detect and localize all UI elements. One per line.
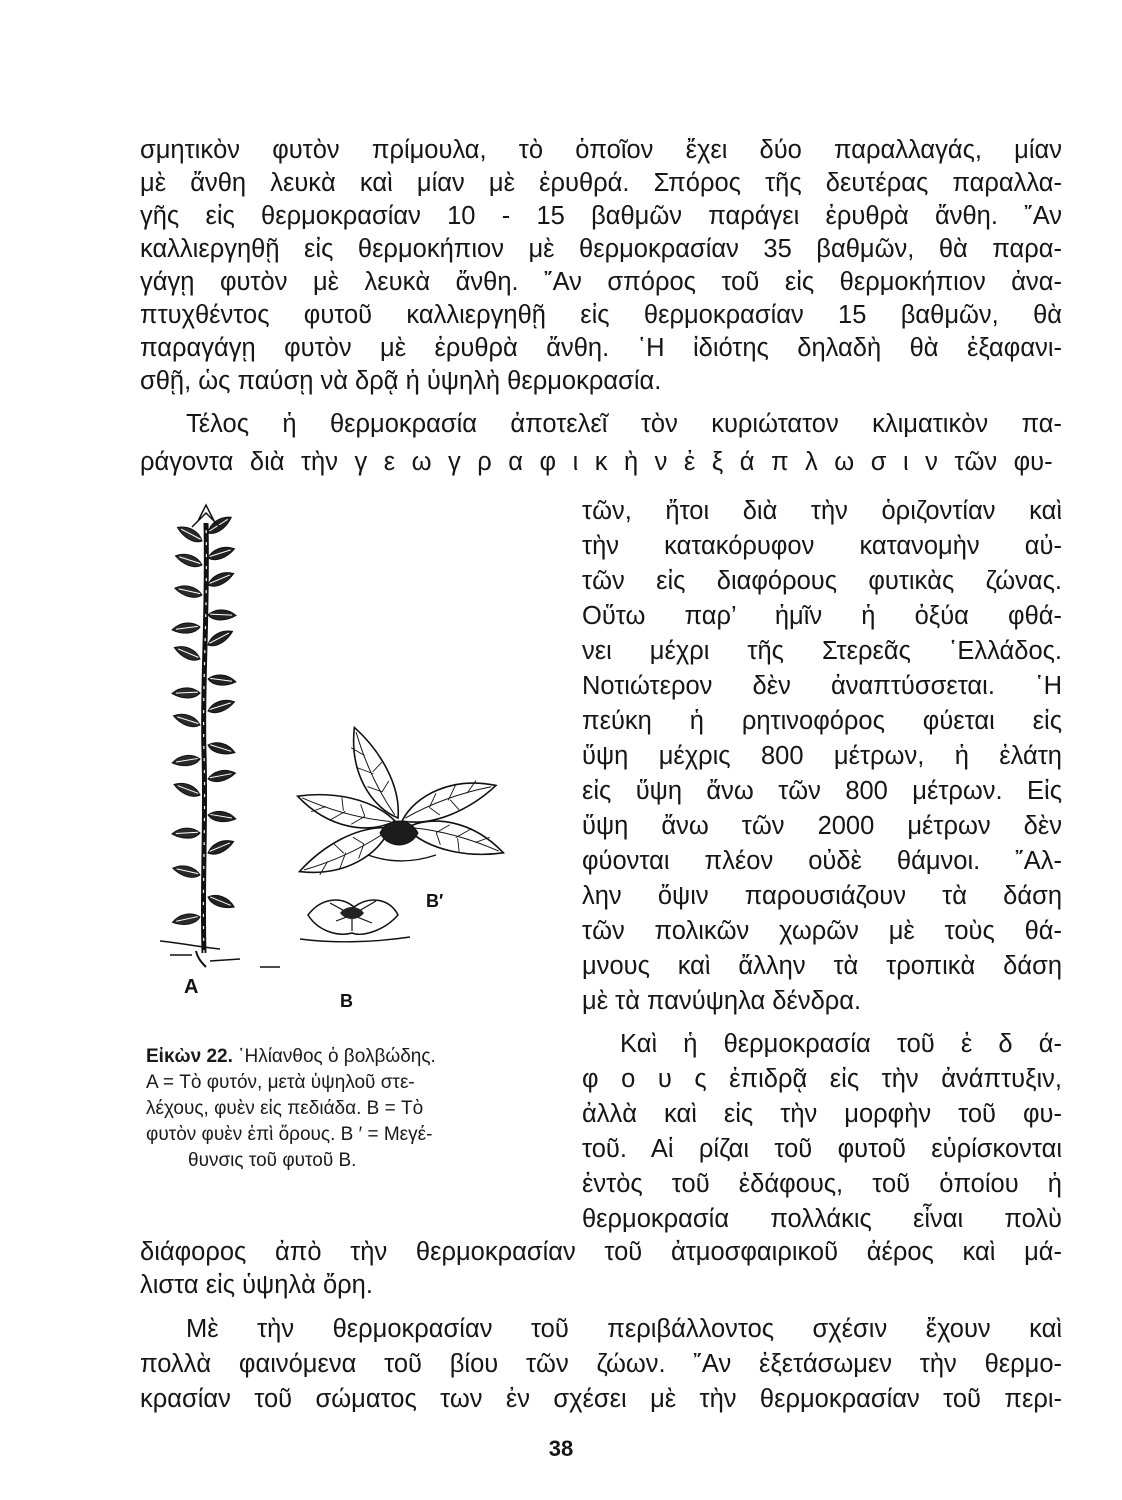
caption-line: θυνσις τοῦ φυτοῦ B. xyxy=(188,1150,357,1171)
plant-b-prime xyxy=(294,722,508,883)
caption-line: A = Τὸ φυτόν, μετὰ ὑψηλοῦ στε- xyxy=(146,1072,415,1093)
text-line: Τέλος ἡ θερμοκρασία ἀποτελεῖ τὸν κυριώτατον κλιματικὸν πα- xyxy=(186,410,1062,438)
text-line: σθῇ, ὡς παύσῃ νὰ δρᾷ ἡ ὑψηλὴ θερμοκρασία. xyxy=(140,367,662,395)
text-line: ἐντὸς τοῦ ἐδάφους, τοῦ ὁποίου ἡ xyxy=(582,1170,1062,1198)
text-line: φύονται πλέον οὐδὲ θάμνοι. ῎Αλ- xyxy=(582,847,1062,875)
text-line: μὲ τὰ πανύψηλα δένδρα. xyxy=(582,987,862,1015)
plant-illustration-icon xyxy=(140,503,550,1023)
caption-line: ῾Ηλίανθος ὁ βολβώδης. xyxy=(238,1046,436,1067)
text-line: καλλιεργηθῇ εἰς θερμοκήπιον μὲ θερμοκρασίαν 35 βαθμῶν, θὰ παρα- xyxy=(140,235,1062,263)
text-line: ἀλλὰ καὶ εἰς τὴν μορφὴν τοῦ φυ- xyxy=(582,1100,1062,1128)
text-line: σμητικὸν φυτὸν πρίμουλα, τὸ ὁποῖον ἔχει δύο παραλλαγάς, μίαν xyxy=(140,136,1062,164)
text-line: διάφορος ἀπὸ τὴν θερμοκρασίαν τοῦ ἀτμοσφαιρικοῦ ἀέρος καὶ μά- xyxy=(140,1238,1062,1266)
text-line: θερμοκρασία πολλάκις εἶναι πολὺ xyxy=(582,1205,1062,1233)
text-line: τοῦ. Αἱ ρίζαι τοῦ φυτοῦ εὑρίσκονται xyxy=(582,1135,1062,1163)
text-line: ὕψη μέχρις 800 μέτρων, ἡ ἐλάτη xyxy=(582,742,1062,770)
text-line: Καὶ ἡ θερμοκρασία τοῦ ἐ δ ά- xyxy=(620,1030,1062,1058)
plant-b xyxy=(300,900,410,942)
text-line: φ ο υ ς ἐπιδρᾷ εἰς τὴν ἀνάπτυξιν, xyxy=(582,1065,1062,1093)
text-line: Οὕτω παρ’ ἡμῖν ἡ ὀξύα φθά- xyxy=(582,602,1062,630)
text-line: νει μέχρι τῆς Στερεᾶς ῾Ελλάδος. xyxy=(582,637,1062,665)
text-line: λην ὄψιν παρουσιάζουν τὰ δάση xyxy=(582,882,1062,910)
text-line: πολλὰ φαινόμενα τοῦ βίου τῶν ζώων. ῎Αν ἐξετάσωμεν τὴν θερμο- xyxy=(140,1350,1062,1378)
text-line: εἰς ὕψη ἄνω τῶν 800 μέτρων. Εἰς xyxy=(582,777,1062,805)
page-number: 38 xyxy=(548,1436,574,1461)
caption-line: φυτὸν φυὲν ἐπὶ ὄρους. B ′ = Μεγέ- xyxy=(146,1124,433,1145)
text-line: τῶν πολικῶν χωρῶν μὲ τοὺς θά- xyxy=(582,917,1062,945)
caption-title: Εἰκὼν 22. xyxy=(146,1046,233,1067)
text-line: λιστα εἰς ὑψηλὰ ὄρη. xyxy=(140,1271,373,1299)
figure-label-b: B xyxy=(340,991,353,1011)
text-line: τὴν κατακόρυφον κατανομὴν αὐ- xyxy=(582,532,1062,560)
figure-label-a: A xyxy=(184,976,199,998)
caption-line: λέχους, φυὲν εἰς πεδιάδα. B = Τὸ xyxy=(146,1098,424,1119)
text-line: πεύκη ἡ ρητινοφόρος φύεται εἰς xyxy=(582,707,1062,735)
plant-a xyxy=(160,505,280,967)
text-line: μὲ ἄνθη λευκὰ καὶ μίαν μὲ ἐρυθρά. Σπόρος τῆς δευτέρας παραλλα- xyxy=(140,169,1062,197)
text-line: ράγοντα διὰ τὴν γ ε ω γ ρ α φ ι κ ὴ ν ἐ ξ ά π λ ω σ ι ν τῶν φυ- xyxy=(140,448,1053,476)
text-line: μνους καὶ ἄλλην τὰ τροπικὰ δάση xyxy=(582,952,1062,980)
text-line: πτυχθέντος φυτοῦ καλλιεργηθῇ εἰς θερμοκρασίαν 15 βαθμῶν, θὰ xyxy=(140,301,1062,329)
text-line: παραγάγῃ φυτὸν μὲ ἐρυθρὰ ἄνθη. ῾Η ἰδιότης δηλαδὴ θὰ ἐξαφανι- xyxy=(140,334,1062,362)
text-line: γάγῃ φυτὸν μὲ λευκὰ ἄνθη. ῎Αν σπόρος τοῦ εἰς θερμοκήπιον ἀνα- xyxy=(140,268,1062,296)
text-line: κρασίαν τοῦ σώματος των ἐν σχέσει μὲ τὴν θερμοκρασίαν τοῦ περι- xyxy=(140,1385,1062,1413)
text-line: Μὲ τὴν θερμοκρασίαν τοῦ περιβάλλοντος σχέσιν ἔχουν καὶ xyxy=(186,1315,1062,1343)
text-line: Νοτιώτερον δὲν ἀναπτύσσεται. ῾Η xyxy=(582,672,1062,700)
text-line: τῶν εἰς διαφόρους φυτικὰς ζώνας. xyxy=(582,567,1062,595)
text-line: τῶν, ἤτοι διὰ τὴν ὁριζοντίαν καὶ xyxy=(582,497,1062,525)
text-line: γῆς εἰς θερμοκρασίαν 10 - 15 βαθμῶν παράγει ἐρυθρὰ ἄνθη. ῎Αν xyxy=(140,202,1062,230)
figure-label-b-prime: B′ xyxy=(426,891,444,911)
figure-helianthus xyxy=(140,503,550,1023)
text-line: ὕψη ἄνω τῶν 2000 μέτρων δὲν xyxy=(582,812,1062,840)
